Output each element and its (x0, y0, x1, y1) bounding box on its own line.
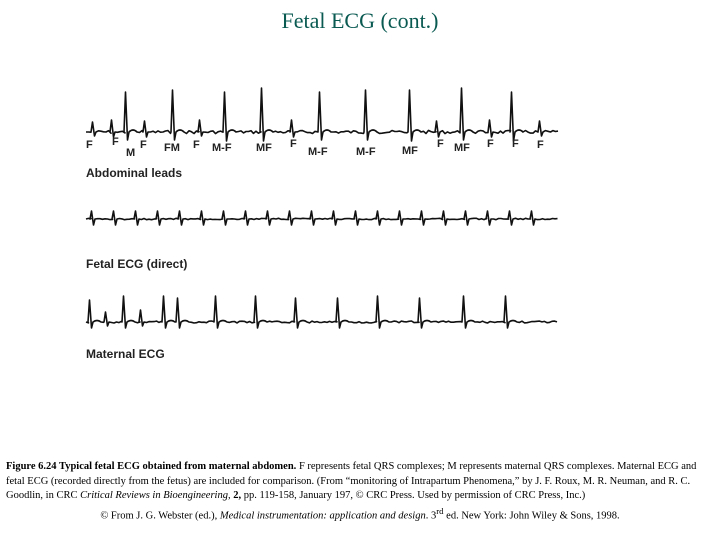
fetal-ecg-direct-trace (86, 211, 558, 225)
peak-label: F (193, 139, 200, 151)
credit-prefix: © From J. G. Webster (ed.), (100, 510, 218, 521)
peak-label: F (140, 139, 147, 151)
caption-title: Figure 6.24 Typical fetal ECG obtained from maternal abdomen. (6, 461, 297, 472)
peak-label: F (86, 139, 93, 151)
peak-label: F (487, 138, 494, 150)
peak-label: M-F (356, 146, 376, 158)
peak-label: FM (164, 142, 180, 154)
peak-label: F (290, 138, 297, 150)
caption-pages: pp. 119-158, January 197, © CRC Press. Used by permission of CRC Press, Inc.) (243, 490, 586, 501)
peak-label: MF (454, 142, 470, 154)
slide-title: Fetal ECG (cont.) (281, 8, 439, 33)
peak-label: F (537, 139, 544, 151)
peak-label: M-F (308, 146, 328, 158)
peak-label: F (512, 138, 519, 150)
peak-label: MF (256, 142, 272, 154)
caption-journal: Critical Reviews in Bioengineering, (80, 490, 231, 501)
peak-label: M-F (212, 142, 232, 154)
credit-publisher: ed. New York: John Wiley & Sons, 1998. (443, 510, 620, 521)
caption-volume: 2, (233, 490, 242, 501)
peak-label: F (112, 136, 119, 148)
figure-caption (6, 460, 714, 524)
maternal-ecg-label: Maternal ECG (86, 347, 165, 361)
maternal-ecg-trace (86, 296, 557, 328)
caption-credit (6, 504, 714, 524)
credit-book: Medical instrumentation: application and design (219, 510, 426, 521)
credit-edition-sup: rd (436, 505, 444, 516)
fetal-ecg-direct-label: Fetal ECG (direct) (86, 257, 188, 271)
peak-label: MF (402, 145, 418, 157)
abdominal-leads-trace (86, 88, 558, 141)
abdominal-leads-label: Abdominal leads (86, 166, 183, 180)
caption-body: F represents fetal QRS complexes; M represents maternal QRS complexes. Maternal ECG and fetal ECG (recorded directly from the fetus) are included for comparison. (From “monitoring of Intrapartum Phenomena,” by J. F. Roux, M. R. Neuman, and R. C. Goodlin, in CRC (6, 461, 697, 501)
credit-edition: . 3 (425, 510, 437, 521)
abdominal-peak-labels (86, 136, 544, 159)
peak-label: F (437, 138, 444, 150)
peak-label: M (126, 147, 136, 159)
